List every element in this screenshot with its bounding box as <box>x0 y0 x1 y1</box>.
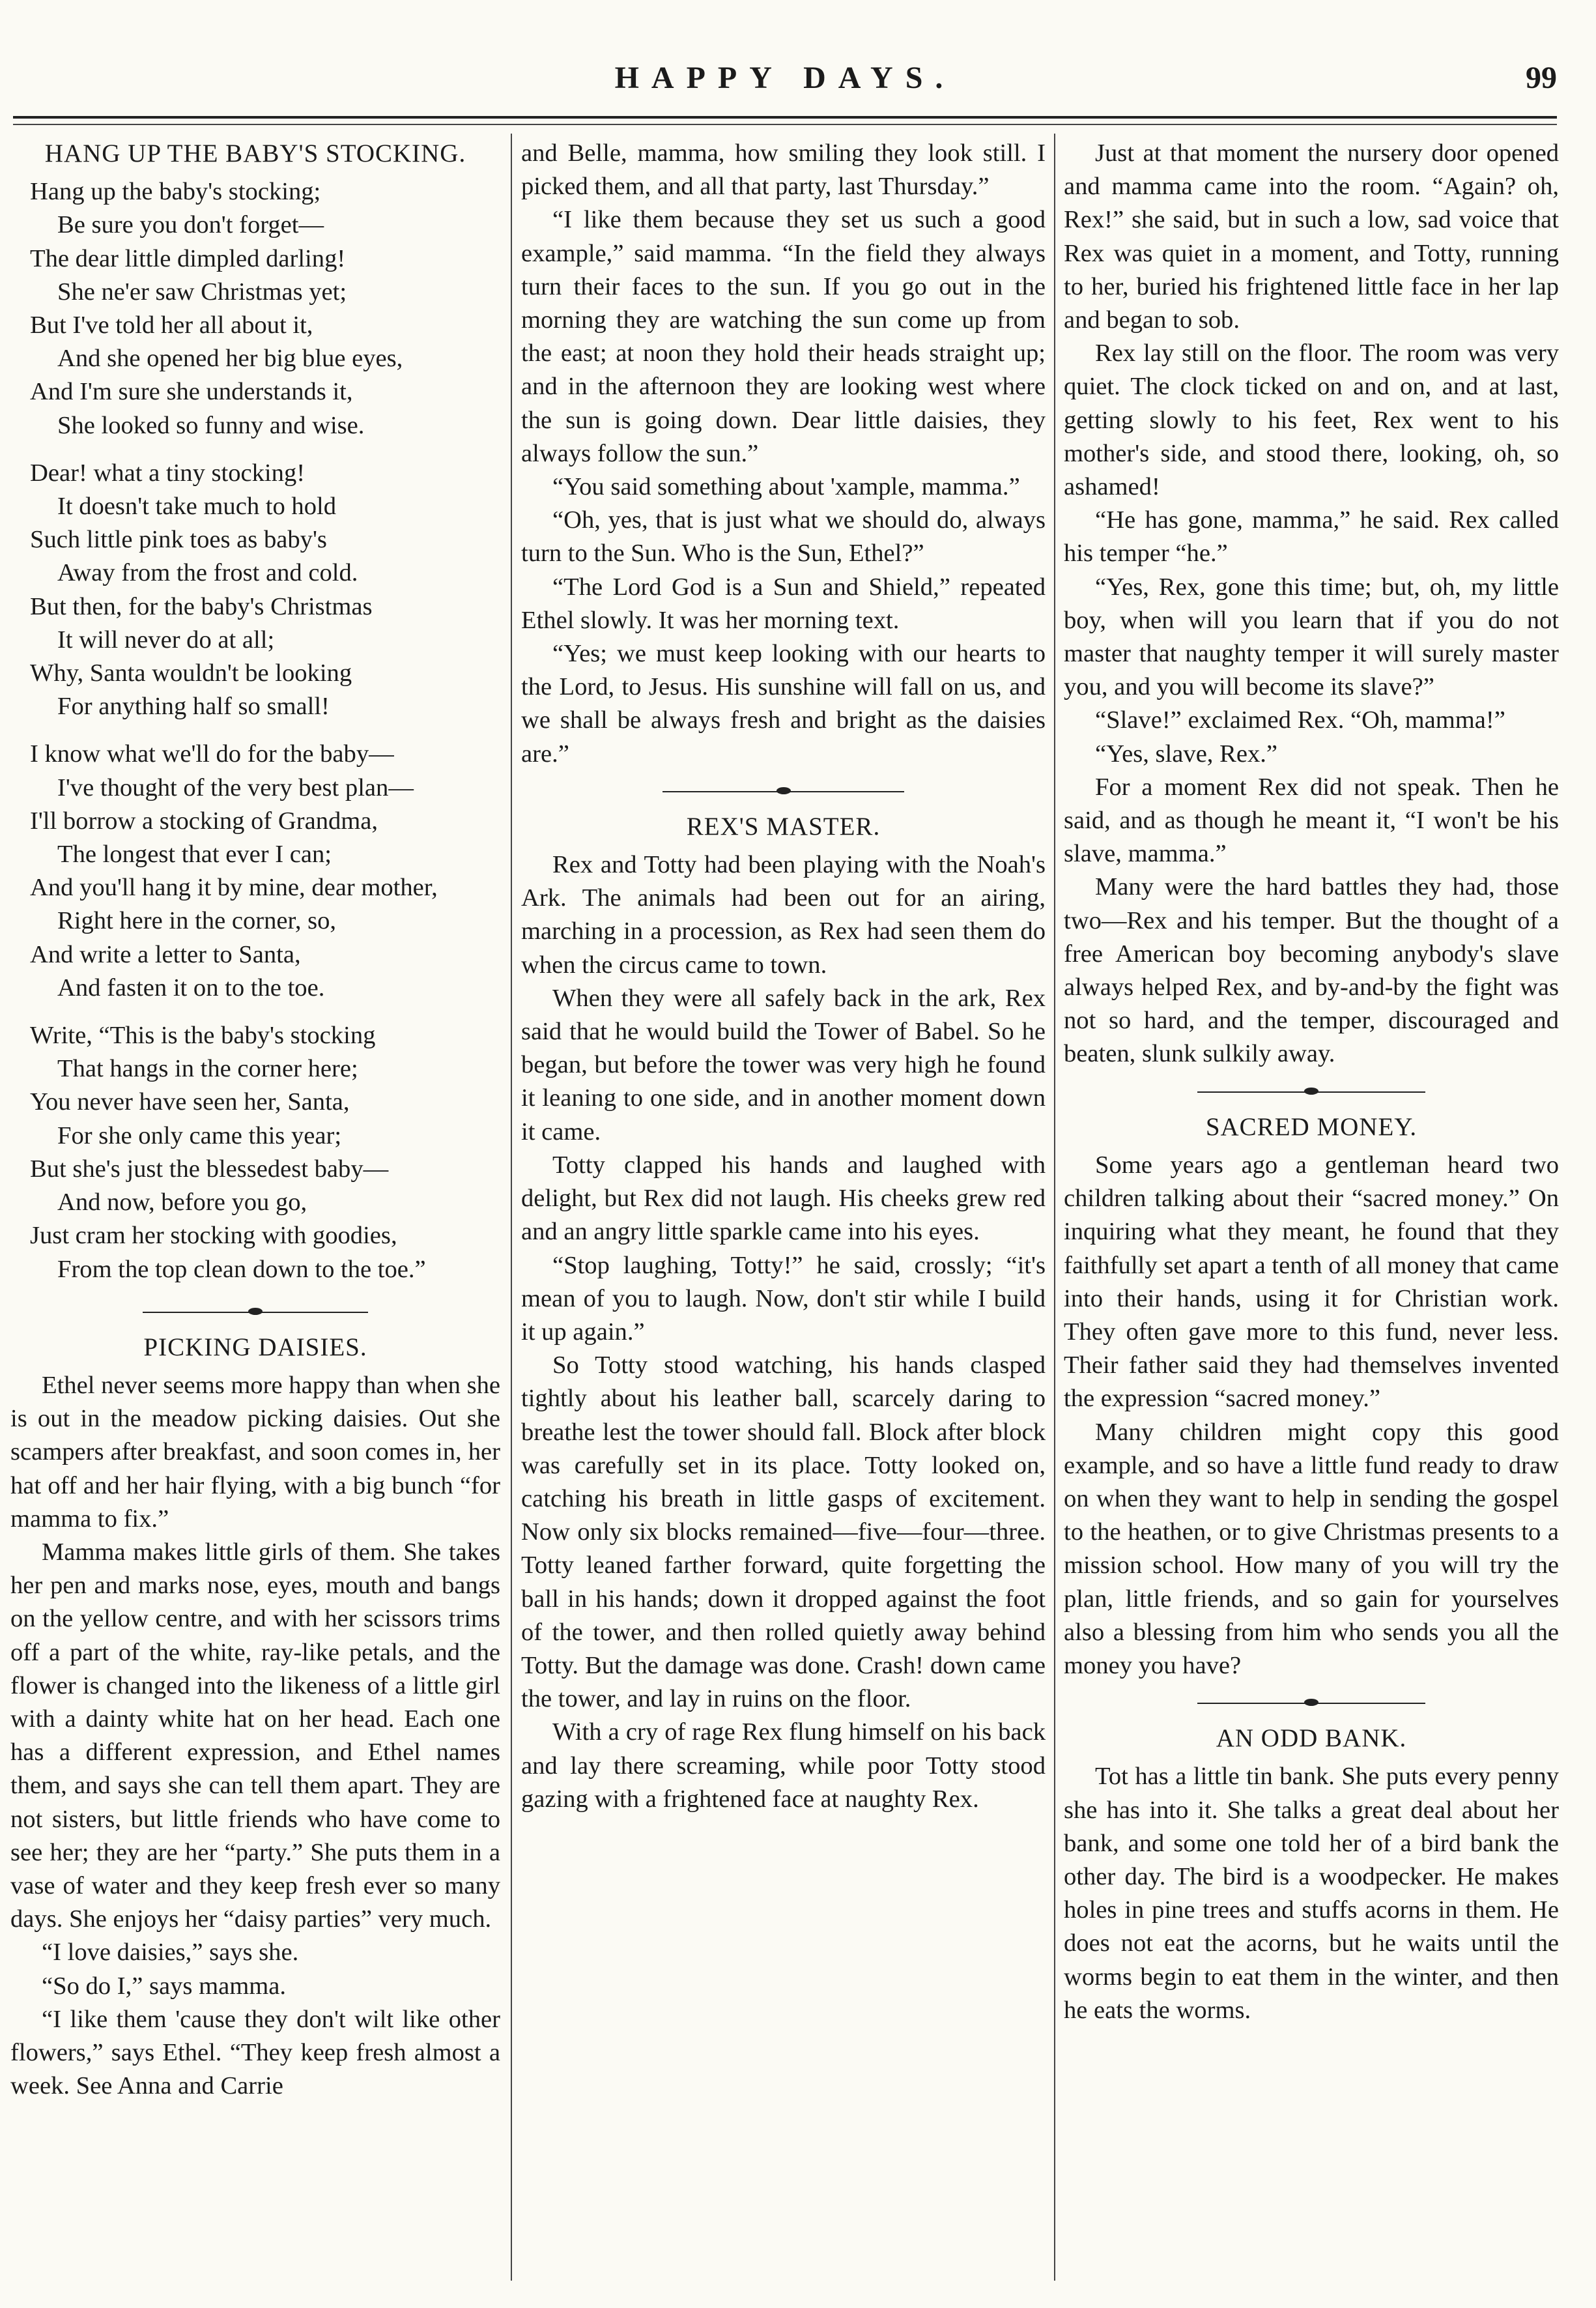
paragraph: Rex lay still on the floor. The room was very quiet. The clock ticked on and on, and at last, getting slowly to his feet, Rex went to his mother's side, and stood there, looking, oh, so ashamed! <box>1064 339 1559 501</box>
header-rule <box>13 116 1557 119</box>
poem-stanza <box>10 175 500 442</box>
page-number: 99 <box>1526 61 1557 95</box>
story-title: PICKING DAISIES. <box>143 1333 367 1361</box>
poem-line: The dear little dimpled darling! <box>30 244 346 272</box>
column-1 <box>10 137 500 2103</box>
paragraph: Rex and Totty had been playing with the Noah's Ark. The animals had been out for an airing, marching in a procession, as Rex had seen them do when the circus came to town. <box>521 851 1046 979</box>
poem-line: Be sure you don't forget— <box>57 211 324 239</box>
poem-line: I know what we'll do for the baby— <box>30 740 394 768</box>
paragraph: “Slave!” exclaimed Rex. “Oh, mamma!” <box>1095 706 1505 734</box>
paragraph: Totty clapped his hands and laughed with delight, but Rex did not laugh. His cheeks grew red and an angry little sparkle came into his eyes. <box>521 1151 1046 1246</box>
poem-line: I'll borrow a stocking of Grandma, <box>30 807 378 835</box>
poem-line: And you'll hang it by mine, dear mother, <box>30 874 438 902</box>
poem-line: But then, for the baby's Christmas <box>30 592 373 620</box>
poem-line: And I'm sure she understands it, <box>30 378 353 406</box>
paragraph: “Stop laughing, Totty!” he said, crossly; “it's mean of you to laugh. Now, don't stir while I build it up again.” <box>521 1251 1046 1346</box>
header-rule-thin <box>13 124 1557 125</box>
story-title: REX'S MASTER. <box>686 812 881 841</box>
paragraph: “I like them 'cause they don't wilt like other flowers,” says Ethel. “They keep fresh almost a week. See Anna and Carrie <box>10 2005 500 2100</box>
poem-line: It doesn't take much to hold <box>57 493 337 521</box>
poem-line: Such little pink toes as baby's <box>30 526 327 554</box>
section-separator <box>1064 1692 1559 1715</box>
poem-line: You never have seen her, Santa, <box>30 1088 350 1116</box>
poem-line: But she's just the blessedest baby— <box>30 1155 389 1183</box>
paragraph: So Totty stood watching, his hands clasped tightly about his leather ball, scarcely daring to breathe lest the tower should fall. Block after block was carefully set in its place. Totty looked on, catching his breath in little gasps of excitement. Now only six blocks remained—five—four—three. Totty leaned farther forward, quite forgetting the ball in his hands; down it dropped against the foot of the tower, and then rolled quietly away behind Totty. But the damage was done. Crash! down came the tower, and lay in ruins on the floor. <box>521 1351 1046 1713</box>
poem-line: I've thought of the very best plan— <box>57 773 414 801</box>
story-title: SACRED MONEY. <box>1205 1112 1418 1141</box>
paragraph: and Belle, mamma, how smiling they look still. I picked them, and all that party, last Thursday.” <box>521 139 1046 201</box>
poem-line: The longest that ever I can; <box>57 841 332 869</box>
poem-line: And fasten it on to the toe. <box>57 974 325 1002</box>
paragraph: With a cry of rage Rex flung himself on his back and lay there screaming, while poor Totty stood gazing with a frightened face at naughty Rex. <box>521 1718 1046 1813</box>
story-title: AN ODD BANK. <box>1216 1724 1407 1753</box>
poem-line: She ne'er saw Christmas yet; <box>57 278 347 306</box>
poem-line: Dear! what a tiny stocking! <box>30 459 306 487</box>
paragraph: Mamma makes little girls of them. She takes her pen and marks nose, eyes, mouth and bangs on the yellow centre, and with her scissors trims off a part of the white, ray-like petals, and the flower is changed into the likeness of a little girl with a dainty white hat on her head. Each one has a different expression, and Ethel names them, and says she can tell them apart. They are not sisters, but little friends who have come to see her; they are her “party.” She puts them in a vase of water and they keep fresh ever so many days. She enjoys her “daisy parties” very much. <box>10 1538 500 1933</box>
column-3 <box>1064 137 1559 2027</box>
paragraph: “Yes, slave, Rex.” <box>1095 740 1278 768</box>
paragraph: When they were all safely back in the ark, Rex said that he would build the Tower of Babel. So he began, but before the tower was very high he found it leaning to one side, and in another moment down it came. <box>521 984 1046 1146</box>
paragraph: “You said something about 'xample, mamma.” <box>552 473 1020 501</box>
paragraph: Ethel never seems more happy than when she is out in the meadow picking daisies. Out she scampers after breakfast, and soon comes in, her hat off and her hair flying, with a big bunch “for mamma to fix.” <box>10 1371 500 1533</box>
paragraph: “I love daisies,” says she. <box>42 1939 299 1967</box>
paragraph: Some years ago a gentleman heard two children talking about their “sacred money.” On inquiring what they meant, he found that they faithfully set apart a tenth of all money that came into their hands, using it for Christian work. They often gave more to this fund, never less. Their father said they had themselves invented the expression “sacred money.” <box>1064 1151 1559 1413</box>
paragraph: “Yes; we must keep looking with our hearts to the Lord, to Jesus. His sunshine will fall on us, and we shall be always fresh and bright as the daisies are.” <box>521 640 1046 768</box>
publication-title: HAPPY DAYS. <box>614 61 956 95</box>
poem-line: Write, “This is the baby's stocking <box>30 1022 376 1050</box>
paragraph: “The Lord God is a Sun and Shield,” repeated Ethel slowly. It was her morning text. <box>521 573 1046 634</box>
paragraph: “Yes, Rex, gone this time; but, oh, my little boy, when will you learn that if you do not master that naughty temper it will surely master you, and you will become its slave?” <box>1064 573 1559 701</box>
paragraph: For a moment Rex did not speak. Then he said, and as though he meant it, “I won't be his slave, mamma.” <box>1064 773 1559 868</box>
masthead <box>13 60 1557 112</box>
poem-line: Hang up the baby's stocking; <box>30 178 321 206</box>
poem-line: Just cram her stocking with goodies, <box>30 1222 397 1250</box>
poem-line: It will never do at all; <box>57 626 275 654</box>
poem-line: For anything half so small! <box>57 693 330 721</box>
poem-line: And write a letter to Santa, <box>30 940 301 968</box>
poem-stanza <box>10 738 500 1005</box>
poem-line: Why, Santa wouldn't be looking <box>30 659 352 687</box>
paragraph: Tot has a little tin bank. She puts every penny she has into it. She talks a great deal about her bank, and some one told her of a bird bank the other day. The bird is a woodpecker. He makes holes in pine trees and stuffs acorns in them. He does not eat the acorns, but he waits until the worms begin to eat them in the winter, and then he eats the worms. <box>1064 1763 1559 2024</box>
paragraph: Many were the hard battles they had, those two—Rex and his temper. But the thought of a free American boy becoming anybody's slave always helped Rex, and by-and-by the fight was not so hard, and the temper, discouraged and beaten, slunk sulkily away. <box>1064 873 1559 1068</box>
section-separator <box>10 1301 500 1324</box>
poem-line: Right here in the corner, so, <box>57 907 337 935</box>
poem-line: And now, before you go, <box>57 1189 307 1217</box>
column-divider <box>1054 134 1055 2281</box>
paragraph: “Oh, yes, that is just what we should do, always turn to the Sun. Who is the Sun, Ethel?” <box>521 506 1046 568</box>
paragraph: “He has gone, mamma,” he said. Rex called his temper “he.” <box>1064 506 1559 568</box>
poem-line: But I've told her all about it, <box>30 311 313 339</box>
paragraph: “So do I,” says mamma. <box>42 1972 286 2000</box>
poem-line: For she only came this year; <box>57 1121 342 1149</box>
poem-title: HANG UP THE BABY'S STOCKING. <box>44 139 466 167</box>
section-separator <box>521 780 1046 803</box>
paragraph: Just at that moment the nursery door opened and mamma came into the room. “Again? oh, Rex!” she said, but in such a low, sad voice that Rex was quiet in a moment, and Totty, running to her, buried his frightened little face in her lap and began to sob. <box>1064 139 1559 334</box>
poem-stanza <box>10 1019 500 1286</box>
section-separator <box>1064 1080 1559 1104</box>
poem-line: And she opened her big blue eyes, <box>57 345 403 373</box>
paragraph: Many children might copy this good example, and so have a little fund ready to draw on when they want to help in sending the gospel to the heathen, or to give Christmas presents to a mission school. How many of you will try the plan, little friends, and so gain for yourselves also a blessing from him who sends you all the money you have? <box>1064 1418 1559 1679</box>
poem-line: That hangs in the corner here; <box>57 1055 358 1083</box>
poem-stanza <box>10 457 500 724</box>
poem-line: From the top clean down to the toe.” <box>57 1255 426 1283</box>
poem-line: Away from the frost and cold. <box>57 559 358 587</box>
paragraph: “I like them because they set us such a good example,” said mamma. “In the field they always turn their faces to the sun. If you go out in the morning they are watching the sun come up from the east; at noon they hold their heads straight up; and in the afternoon they are looking west where the sun is going down. Dear little daisies, they always follow the sun.” <box>521 206 1046 467</box>
column-2 <box>521 137 1046 1816</box>
poem-line: She looked so funny and wise. <box>57 411 365 439</box>
poem <box>10 175 500 1286</box>
column-divider <box>511 134 512 2281</box>
